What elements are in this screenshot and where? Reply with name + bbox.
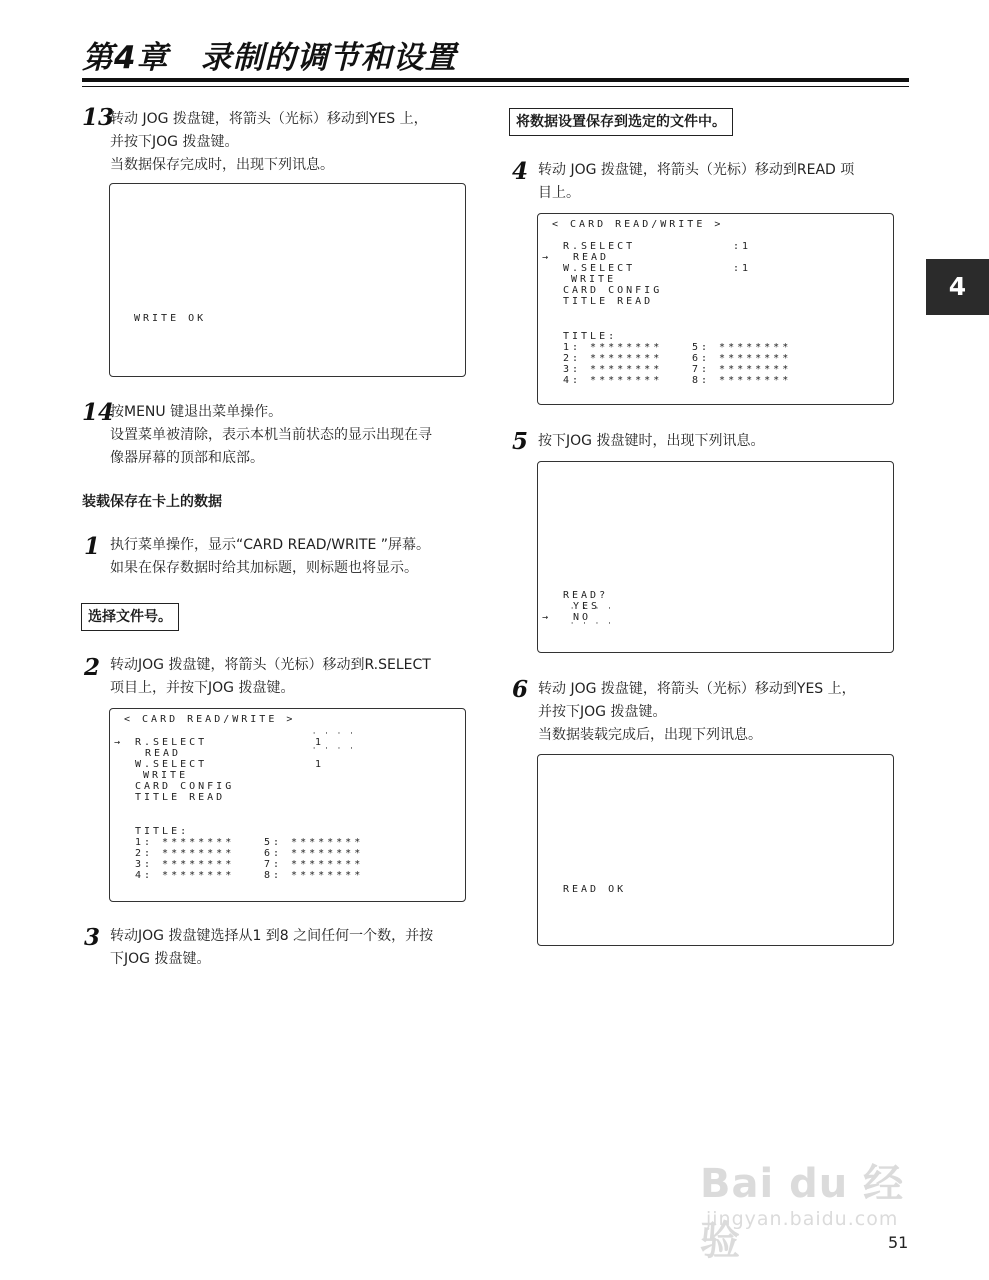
read-question: READ? xyxy=(563,590,609,601)
menu-write: WRITE xyxy=(571,274,617,285)
header-rule-thin xyxy=(82,86,909,87)
w-select-value: :1 xyxy=(733,263,752,274)
title-slot: 5: ******** xyxy=(264,837,364,848)
step-line: 当数据装载完成后，出现下列讯息。 xyxy=(538,727,762,743)
title-slot: 2: ******** xyxy=(135,848,235,859)
step-line: 转动 JOG 拨盘键，将箭头（光标）移动到YES 上， xyxy=(110,111,428,127)
menu-write: WRITE xyxy=(143,770,189,781)
step-6-text xyxy=(538,678,856,747)
step-line: 下JOG 拨盘键。 xyxy=(110,951,211,967)
title-slot: 3: ******** xyxy=(135,859,235,870)
title-slot: 8: ******** xyxy=(264,870,364,881)
step-4-text xyxy=(538,159,854,205)
screen-message: READ OK xyxy=(563,884,627,895)
step-line: 像器屏幕的顶部和底部。 xyxy=(110,450,264,466)
r-select-value: :1 xyxy=(733,241,752,252)
step-14-text xyxy=(110,401,432,470)
cursor-arrow: → xyxy=(114,737,124,748)
boxed-label-save-to-file: 将数据设置保存到选定的文件中。 xyxy=(509,108,733,136)
menu-title-read: TITLE READ xyxy=(135,792,226,803)
chapter-tab: 4 xyxy=(926,259,989,315)
step-number: 14 xyxy=(82,399,115,426)
menu-card-config: CARD CONFIG xyxy=(563,285,663,296)
title-label: TITLE: xyxy=(135,826,190,837)
title-slot: 2: ******** xyxy=(563,353,663,364)
title-slot: 5: ******** xyxy=(692,342,792,353)
step-number: 5 xyxy=(512,428,529,455)
boxed-label-select-file: 选择文件号。 xyxy=(81,603,179,631)
title-label: TITLE: xyxy=(563,331,618,342)
step-line: 当数据保存完成时，出现下列讯息。 xyxy=(110,157,334,173)
option-yes: YES xyxy=(573,601,601,612)
menu-w-select: W.SELECT xyxy=(563,263,636,274)
title-slot: 6: ******** xyxy=(264,848,364,859)
w-select-value: 1 xyxy=(315,759,325,770)
title-slot: 3: ******** xyxy=(563,364,663,375)
chapter-title: 第4章 录制的调节和设置 xyxy=(82,40,457,76)
title-slot: 7: ******** xyxy=(264,859,364,870)
menu-r-select: R.SELECT xyxy=(563,241,636,252)
viewfinder-screen-card-rw-1 xyxy=(109,708,466,902)
title-slot: 6: ******** xyxy=(692,353,792,364)
menu-read: READ xyxy=(145,748,182,759)
step-1-text xyxy=(110,534,430,580)
menu-title-read: TITLE READ xyxy=(563,296,654,307)
title-slot: 4: ******** xyxy=(135,870,235,881)
page-number: 51 xyxy=(888,1233,909,1252)
step-line: 转动 JOG 拨盘键，将箭头（光标）移动到YES 上， xyxy=(538,681,856,697)
step-13-text xyxy=(110,108,428,177)
screen-message: WRITE OK xyxy=(134,313,207,324)
menu-r-select: R.SELECT xyxy=(135,737,208,748)
step-number: 2 xyxy=(84,654,101,681)
title-slot: 7: ******** xyxy=(692,364,792,375)
screen-title: < CARD READ/WRITE > xyxy=(552,219,724,230)
step-line: 如果在保存数据时给其加标题，则标题也将显示。 xyxy=(110,560,418,576)
step-line: 并按下JOG 拨盘键。 xyxy=(538,704,667,720)
cursor-arrow: → xyxy=(542,612,552,623)
step-line: 执行菜单操作，显示“CARD READ/WRITE ”屏幕。 xyxy=(110,537,431,553)
step-line: 转动JOG 拨盘键选择从1 到8 之间任何一个数，并按 xyxy=(110,928,434,944)
watermark-url: jingyan.baidu.com xyxy=(706,1208,899,1230)
step-number: 1 xyxy=(84,533,101,560)
menu-card-config: CARD CONFIG xyxy=(135,781,235,792)
step-line: 设置菜单被清除，表示本机当前状态的显示出现在寻 xyxy=(110,427,432,443)
option-no: ' ' ' ' NO ' ' ' ' xyxy=(573,612,591,623)
title-slot: 8: ******** xyxy=(692,375,792,386)
viewfinder-screen-read-confirm xyxy=(537,461,894,653)
cursor-arrow: → xyxy=(542,252,552,263)
step-number: 3 xyxy=(84,924,101,951)
watermark-brand: Bai du 经验 xyxy=(700,1161,905,1264)
viewfinder-screen-card-rw-2 xyxy=(537,213,894,405)
title-slot: 4: ******** xyxy=(563,375,663,386)
viewfinder-screen-read-ok xyxy=(537,754,894,946)
step-2-text xyxy=(110,654,431,700)
viewfinder-screen-write-ok xyxy=(109,183,466,377)
menu-w-select: W.SELECT xyxy=(135,759,208,770)
r-select-value: ' ' ' ' 1 ' ' ' ' xyxy=(315,737,324,748)
title-slot: 1: ******** xyxy=(135,837,235,848)
header-rule-thick xyxy=(82,78,909,82)
step-line: 转动 JOG 拨盘键，将箭头（光标）移动到READ 项 xyxy=(538,162,855,178)
step-line: 并按下JOG 拨盘键。 xyxy=(110,134,239,150)
step-line: 项目上，并按下JOG 拨盘键。 xyxy=(110,680,295,696)
step-number: 13 xyxy=(82,104,115,131)
menu-read: READ xyxy=(573,252,610,263)
title-slot: 1: ******** xyxy=(563,342,663,353)
step-line: 转动JOG 拨盘键，将箭头（光标）移动到R.SELECT xyxy=(110,657,431,673)
step-3-text xyxy=(110,925,433,971)
step-number: 6 xyxy=(512,676,529,703)
step-number: 4 xyxy=(512,158,529,185)
step-5-text xyxy=(538,430,764,453)
screen-title: < CARD READ/WRITE > xyxy=(124,714,296,725)
step-line: 目上。 xyxy=(538,185,580,201)
section-heading: 装载保存在卡上的数据 xyxy=(82,494,222,510)
step-line: 按MENU 键退出菜单操作。 xyxy=(110,404,283,420)
step-line: 按下JOG 拨盘键时，出现下列讯息。 xyxy=(538,433,765,449)
